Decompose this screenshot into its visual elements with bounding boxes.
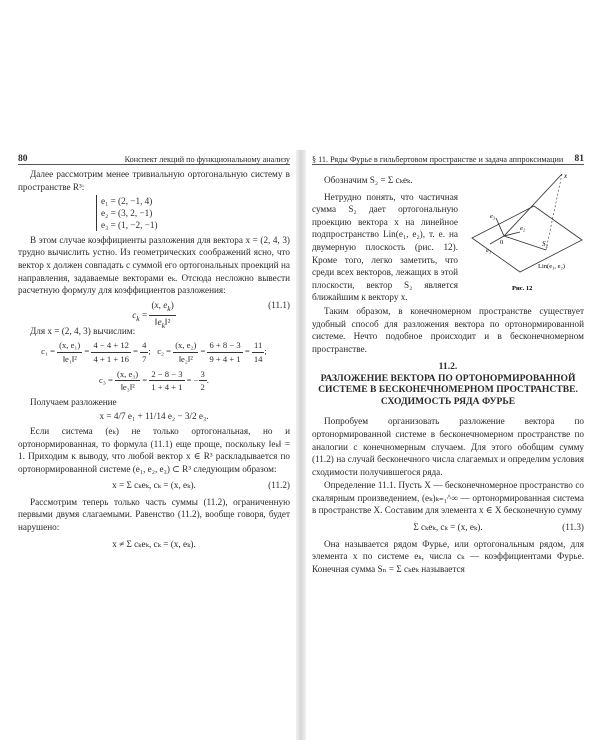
- definition-paragraph: Определение 11.1. Пусть X — бесконечномерное пространство со скалярным произведением, (eₖ)ₖ₌₁^∞ — ортонормированная система в пространстве X. Составим для элемента x ∈ X бесконечную сумму: [312, 480, 584, 516]
- equation-number: (11.2): [268, 480, 290, 491]
- paragraph: Нетрудно понять, что частичная сумма S₂ дает ортогональную проекцию вектора x на линейное подпространство Lin(e₁, e₂), т. е. на двумерную плоскость (рис. 12). Кроме того, легко заметить, что среди всех векторов, лежащих в этой плоскости, вектор S₂ является ближайшим к вектору x.: [312, 191, 458, 303]
- c2-mid-num: 6 + 8 − 3: [207, 339, 242, 353]
- right-running-head: § 11. Ряды Фурье в гильбертовом пространстве и задача аппроксимации: [312, 155, 564, 164]
- system-row: e₁ = (2, −1, 4): [101, 196, 153, 207]
- left-page: [18, 168, 290, 716]
- c1-res-num: 4: [140, 339, 148, 353]
- paragraph: Для x = (2, 4, 3) вычислим:: [30, 325, 136, 336]
- coefficient-c3: c₃ = $\frac{\text{(x, e₃)}}{\text{‖e₃‖²}}$ = $\frac{2 - 8 - 3}{1 + 4 + 1}$ = − $\frac{3}{2}$ .: [99, 368, 209, 393]
- vector-s2: [504, 236, 546, 250]
- coefficients-c1-c2: c₁ = $\frac{\text{(x, e₁)}}{\text{‖e₁‖²}}$ = $\frac{4 - 4 + 12}{4 + 1 + 16}$ = $\frac{4}{7}$ ; c₂ = $\frac{\text{(x, e₂)}}{\text{‖e₂‖²}}$ = $\frac{6 + 8 - 3}{9 + 4 + 1}$ = $\frac{11}{14}$ ;: [41, 340, 267, 364]
- equation-number: (11.3): [562, 522, 584, 533]
- paragraph: В этом случае коэффициенты разложения для вектора x = (2, 4, 3) трудно вычислить устно. Из геометрических соображений ясно, что вектор x должен совпадать с суммой его ортогональных проекций на направления, задаваемые векторами eₖ. Отсюда несложно вывести расчетную формулу для коэффициентов разложения:: [18, 234, 290, 296]
- c2-res-num: 11: [252, 339, 265, 353]
- left-running-head: Конспект лекций по функциональному анализу: [124, 155, 290, 164]
- left-page-number: 80: [18, 154, 28, 164]
- c3-mid-num: 2 − 8 − 3: [149, 368, 184, 382]
- c2-mid-den: 9 + 4 + 1: [209, 353, 241, 364]
- c3-res-den: 2: [200, 382, 205, 393]
- left-running-header: [18, 150, 290, 165]
- c2-label: c₂ =: [157, 346, 172, 357]
- equation-11-2: [18, 479, 290, 492]
- projection-line: [546, 174, 562, 250]
- c1-den: ‖e₁‖²: [62, 353, 77, 364]
- c3-res-num: 3: [199, 368, 207, 382]
- c1-res-den: 7: [142, 353, 147, 364]
- label-x: x: [564, 172, 568, 180]
- paragraph: Далее рассмотрим менее тривиальную ортогональную систему в пространстве R³:: [18, 169, 290, 192]
- label-e2: e₂: [520, 225, 526, 232]
- label-s2: S₂: [542, 240, 548, 248]
- c2-den: ‖e₂‖²: [178, 353, 193, 364]
- plane-shape: [472, 206, 582, 272]
- label-e3: e₃: [490, 213, 496, 220]
- paragraph: Она называется рядом Фурье, или ортогональным рядом, для элемента x по системе eₖ, числа cₖ — коэффициентами Фурье. Конечная сумма Sₙ = Σ cₖeₖ называется: [312, 538, 584, 574]
- decomposition-formula: x = 4/7 e₁ + 11/14 e₂ − 3/2 e₃.: [99, 411, 209, 422]
- c3-num: (x, e₃): [115, 368, 140, 382]
- equation-11-3-text: Σ cₖeₖ, cₖ = (x, eₖ).: [413, 522, 483, 533]
- vector-e3: [496, 218, 504, 236]
- equation-11-1: $c_k$ = $\frac{(x, e_k)}{‖e_k‖^2}$ (11.1): [132, 299, 290, 330]
- system-row: e₂ = (3, 2, −1): [101, 208, 153, 219]
- c3-label: c₃ =: [99, 374, 113, 385]
- vector-x: [504, 174, 562, 236]
- figure-caption: Рис. 12: [512, 285, 533, 292]
- figure-12: [464, 168, 584, 298]
- s2-definition: Обозначим S₂ = Σ cₖeₖ.: [324, 175, 413, 185]
- label-e1: e₁: [486, 247, 492, 254]
- c1-num: (x, e₁): [57, 339, 82, 353]
- c1-mid-num: 4 − 4 + 12: [91, 339, 130, 353]
- right-page-number: 81: [574, 154, 584, 164]
- right-running-header: [312, 150, 584, 165]
- equation-11-3: [312, 521, 584, 534]
- section-number: 11.2.: [438, 361, 458, 373]
- paragraph: Рассмотрим теперь только часть суммы (11.2), ограниченную первыми двумя слагаемыми. Равенство (11.2), вообще говоря, будет нарушено:: [18, 496, 290, 533]
- paragraph: Получаем разложение: [30, 396, 117, 407]
- system-row: e₃ = (1, −2, −1): [101, 220, 158, 231]
- paragraph: Таким образом, в конечномерном пространстве существует удобный способ для разложения вектора по ортонормированной системе. Нечто подобное происходит и в бесконечномерном пространстве.: [312, 305, 584, 354]
- right-page: [312, 168, 584, 716]
- section-heading: [312, 361, 584, 407]
- c1-label: c₁ =: [41, 346, 55, 357]
- inequality-formula: x ≠ Σ cₖeₖ, cₖ = (x, eₖ).: [112, 538, 196, 549]
- c2-res-den: 14: [253, 353, 263, 364]
- label-origin: 0: [500, 239, 504, 246]
- c3-mid-den: 1 + 4 + 1: [151, 382, 183, 393]
- equation-11-2-text: x = Σ cₖeₖ, cₖ = (x, eₖ).: [112, 480, 196, 491]
- section-title: РАЗЛОЖЕНИЕ ВЕКТОРА ПО ОРТОНОРМИРОВАННОЙ СИСТЕМЕ В БЕСКОНЕЧНОМЕРНОМ ПРОСТРАНСТВЕ. СХОДИМОСТЬ РЯДА ФУРЬЕ: [318, 372, 578, 407]
- equation-number: (11.1): [268, 299, 290, 310]
- paragraph: Если система (eₖ) не только ортогональная, но и ортонормированная, то формула (11.1) еще проще, поскольку ‖eₖ‖ = 1. Приходим к выводу, что любой вектор x ∈ R³ раскладывается по ортонормированной системе (e₁, e₂, e₃) ⊂ R³ следующим образом:: [18, 425, 290, 474]
- c3-den: ‖e₃‖²: [120, 382, 135, 393]
- paragraph: Попробуем организовать разложение вектора по ортонормированной системе в бесконечномерном пространстве по аналогии с конечномерным случаем. Для этого обобщим сумму (11.2) на случай бесконечного числа слагаемых и определим условия сходимости получившегося ряда.: [312, 416, 584, 477]
- vector-system: [18, 195, 290, 232]
- c1-mid-den: 4 + 1 + 16: [93, 353, 129, 364]
- page-gutter: [296, 150, 306, 740]
- label-lin: Lin(e₁, e₂): [538, 263, 565, 270]
- c2-num: (x, e₂): [173, 339, 198, 353]
